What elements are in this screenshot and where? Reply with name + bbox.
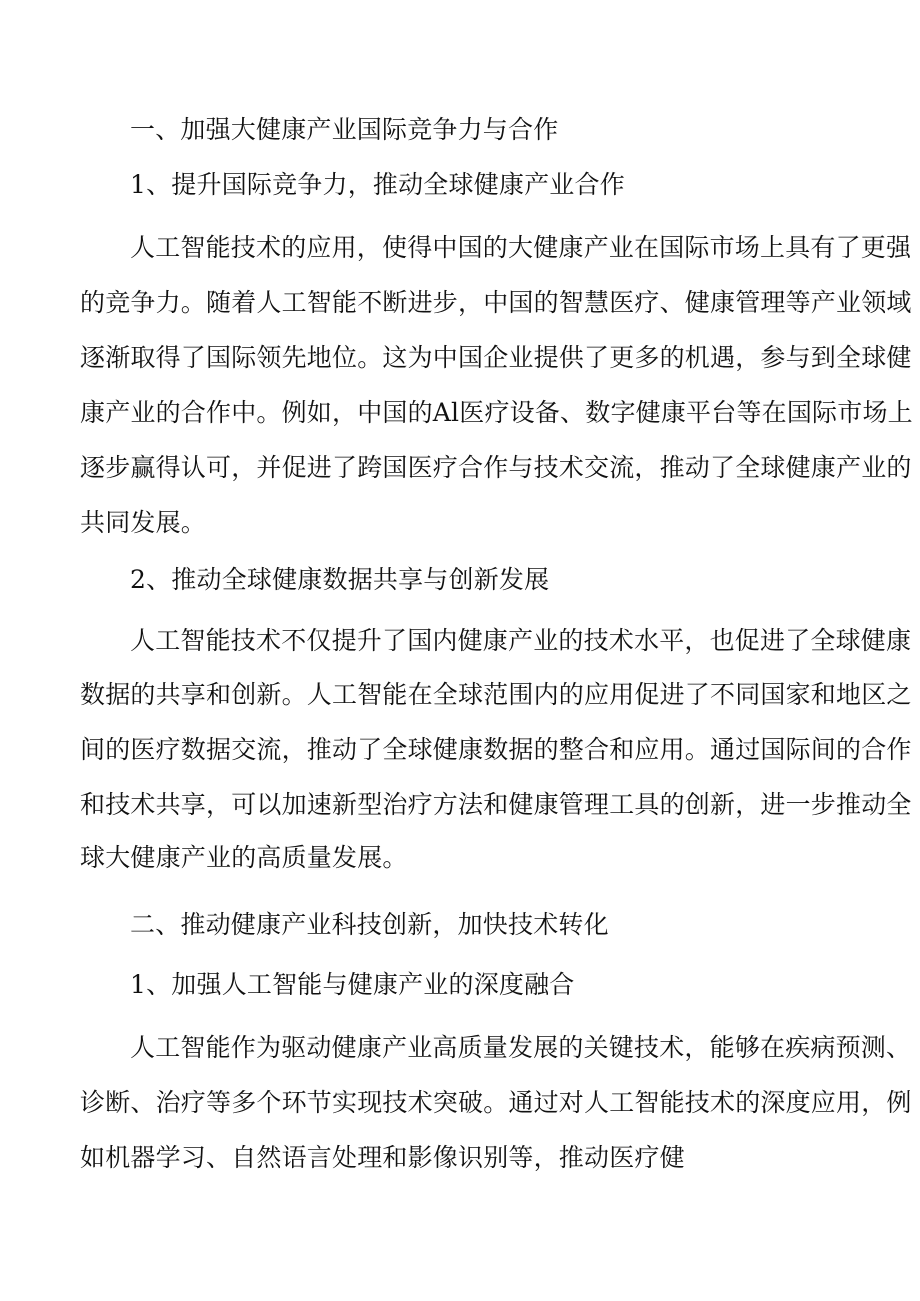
subsection-heading-1-1: 1、提升国际竞争力，推动全球健康产业合作 (130, 170, 625, 199)
paragraph-2-1-line-2: 诊断、治疗等多个环节实现技术突破。通过对人工智能技术的深度应用，例 (80, 1088, 912, 1117)
subsection-heading-1-2: 2、推动全球健康数据共享与创新发展 (130, 565, 550, 594)
paragraph-1-1-line-1: 人工智能技术的应用，使得中国的大健康产业在国际市场上具有了更强 (130, 233, 912, 262)
paragraph-1-1-line-3: 逐渐取得了国际领先地位。这为中国企业提供了更多的机遇，参与到全球健 (80, 343, 912, 372)
paragraph-1-2-line-4: 和技术共享，可以加速新型治疗方法和健康管理工具的创新，进一步推动全 (80, 790, 912, 819)
paragraph-1-1-line-4: 康产业的合作中。例如，中国的Al医疗设备、数字健康平台等在国际市场上 (80, 398, 913, 427)
paragraph-1-2-line-2: 数据的共享和创新。人工智能在全球范围内的应用促进了不同国家和地区之 (80, 680, 912, 709)
paragraph-1-1-line-5: 逐步赢得认可，并促进了跨国医疗合作与技术交流，推动了全球健康产业的 (80, 453, 912, 482)
section-heading-2: 二、推动健康产业科技创新，加快技术转化 (130, 910, 609, 939)
paragraph-1-2-line-1: 人工智能技术不仅提升了国内健康产业的技术水平，也促进了全球健康 (130, 626, 912, 655)
paragraph-2-1-line-3: 如机器学习、自然语言处理和影像识别等，推动医疗健 (80, 1143, 685, 1172)
subsection-heading-2-1: 1、加强人工智能与健康产业的深度融合 (130, 970, 575, 999)
paragraph-1-1-line-6: 共同发展。 (80, 508, 207, 537)
paragraph-1-1-line-2: 的竞争力。随着人工智能不断进步，中国的智慧医疗、健康管理等产业领域 (80, 288, 912, 317)
section-heading-1: 一、加强大健康产业国际竞争力与合作 (130, 115, 559, 144)
paragraph-1-2-line-3: 间的医疗数据交流，推动了全球健康数据的整合和应用。通过国际间的合作 (80, 735, 912, 764)
paragraph-2-1-line-1: 人工智能作为驱动健康产业高质量发展的关键技术，能够在疾病预测、 (130, 1033, 912, 1062)
paragraph-1-2-line-5: 球大健康产业的高质量发展。 (80, 843, 408, 872)
